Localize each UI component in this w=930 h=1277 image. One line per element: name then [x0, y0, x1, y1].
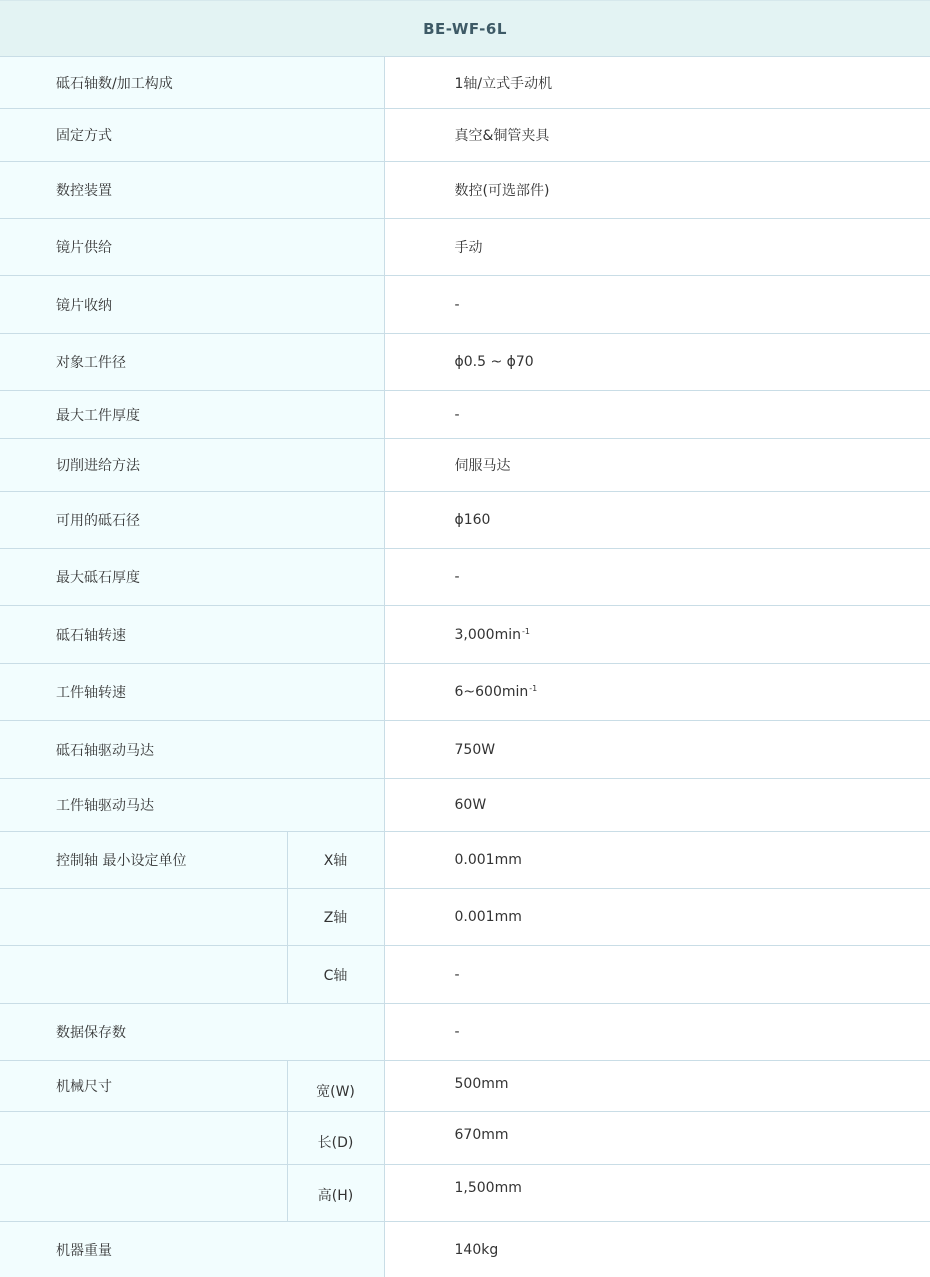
table-row — [0, 1222, 930, 1277]
sub-label-x-axis: X轴 — [287, 832, 384, 889]
row-value: - — [384, 276, 930, 334]
row-value: - — [384, 1004, 930, 1061]
table-row — [0, 1004, 930, 1061]
row-value — [384, 664, 930, 721]
table-row — [0, 1061, 930, 1112]
row-value: 140kg — [384, 1222, 930, 1277]
row-value: 手动 — [384, 219, 930, 276]
table-row — [0, 549, 930, 606]
row-label: 切削进给方法 — [0, 439, 384, 492]
table-row — [0, 492, 930, 549]
row-value: 1轴/立式手动机 — [384, 57, 930, 109]
row-label: 数据保存数 — [0, 1004, 384, 1061]
table-row — [0, 889, 930, 946]
table-row — [0, 439, 930, 492]
sub-label-depth: 长(D) — [287, 1112, 384, 1165]
table-row — [0, 1165, 930, 1222]
row-label-empty — [0, 946, 287, 1004]
row-value: 0.001mm — [384, 889, 930, 946]
header-row — [0, 1, 930, 57]
sub-label-width: 宽(W) — [287, 1061, 384, 1112]
table-row — [0, 109, 930, 162]
row-label: 可用的砥石径 — [0, 492, 384, 549]
row-label-empty — [0, 1165, 287, 1222]
row-value: 伺服马达 — [384, 439, 930, 492]
row-value: 0.001mm — [384, 832, 930, 889]
row-label: 机械尺寸 — [0, 1061, 287, 1112]
value-superscript: -1 — [521, 626, 530, 636]
table-row — [0, 721, 930, 779]
row-label: 镜片供给 — [0, 219, 384, 276]
row-value: ϕ160 — [384, 492, 930, 549]
table-row — [0, 832, 930, 889]
sub-label-z-axis: Z轴 — [287, 889, 384, 946]
row-value: 1,500mm — [384, 1165, 930, 1222]
row-value: - — [384, 549, 930, 606]
row-value: 数控(可选部件) — [384, 162, 930, 219]
row-value: 真空&铜管夹具 — [384, 109, 930, 162]
row-label: 最大工件厚度 — [0, 391, 384, 439]
table-row — [0, 276, 930, 334]
table-row — [0, 1112, 930, 1165]
row-value: 670mm — [384, 1112, 930, 1165]
row-label: 控制轴 最小设定单位 — [0, 832, 287, 889]
table-row — [0, 779, 930, 832]
sub-label-height: 高(H) — [287, 1165, 384, 1222]
table-row — [0, 391, 930, 439]
value-text: 6~600min — [454, 684, 529, 700]
table-row — [0, 219, 930, 276]
row-label: 数控装置 — [0, 162, 384, 219]
row-value: 60W — [384, 779, 930, 832]
table-row — [0, 334, 930, 391]
sub-label-c-axis: C轴 — [287, 946, 384, 1004]
row-value: - — [384, 946, 930, 1004]
row-label-empty — [0, 889, 287, 946]
row-label: 砥石轴数/加工构成 — [0, 57, 384, 109]
row-label: 工件轴转速 — [0, 664, 384, 721]
table-row — [0, 946, 930, 1004]
row-label: 砥石轴转速 — [0, 606, 384, 664]
row-label: 工件轴驱动马达 — [0, 779, 384, 832]
row-value: 500mm — [384, 1061, 930, 1112]
row-label: 最大砥石厚度 — [0, 549, 384, 606]
row-label: 对象工件径 — [0, 334, 384, 391]
row-label: 机器重量 — [0, 1222, 384, 1277]
row-label: 砥石轴驱动马达 — [0, 721, 384, 779]
row-value: ϕ0.5 ~ ϕ70 — [384, 334, 930, 391]
value-text: 3,000min — [454, 626, 521, 643]
row-label: 镜片收纳 — [0, 276, 384, 334]
table-row — [0, 664, 930, 721]
value-superscript: -1 — [529, 684, 538, 693]
table-row — [0, 162, 930, 219]
row-value: 750W — [384, 721, 930, 779]
row-value: - — [384, 391, 930, 439]
row-value — [384, 606, 930, 664]
model-title: BE-WF-6L — [0, 1, 930, 57]
row-label-empty — [0, 1112, 287, 1165]
table-row — [0, 606, 930, 664]
row-label: 固定方式 — [0, 109, 384, 162]
table-row — [0, 57, 930, 109]
